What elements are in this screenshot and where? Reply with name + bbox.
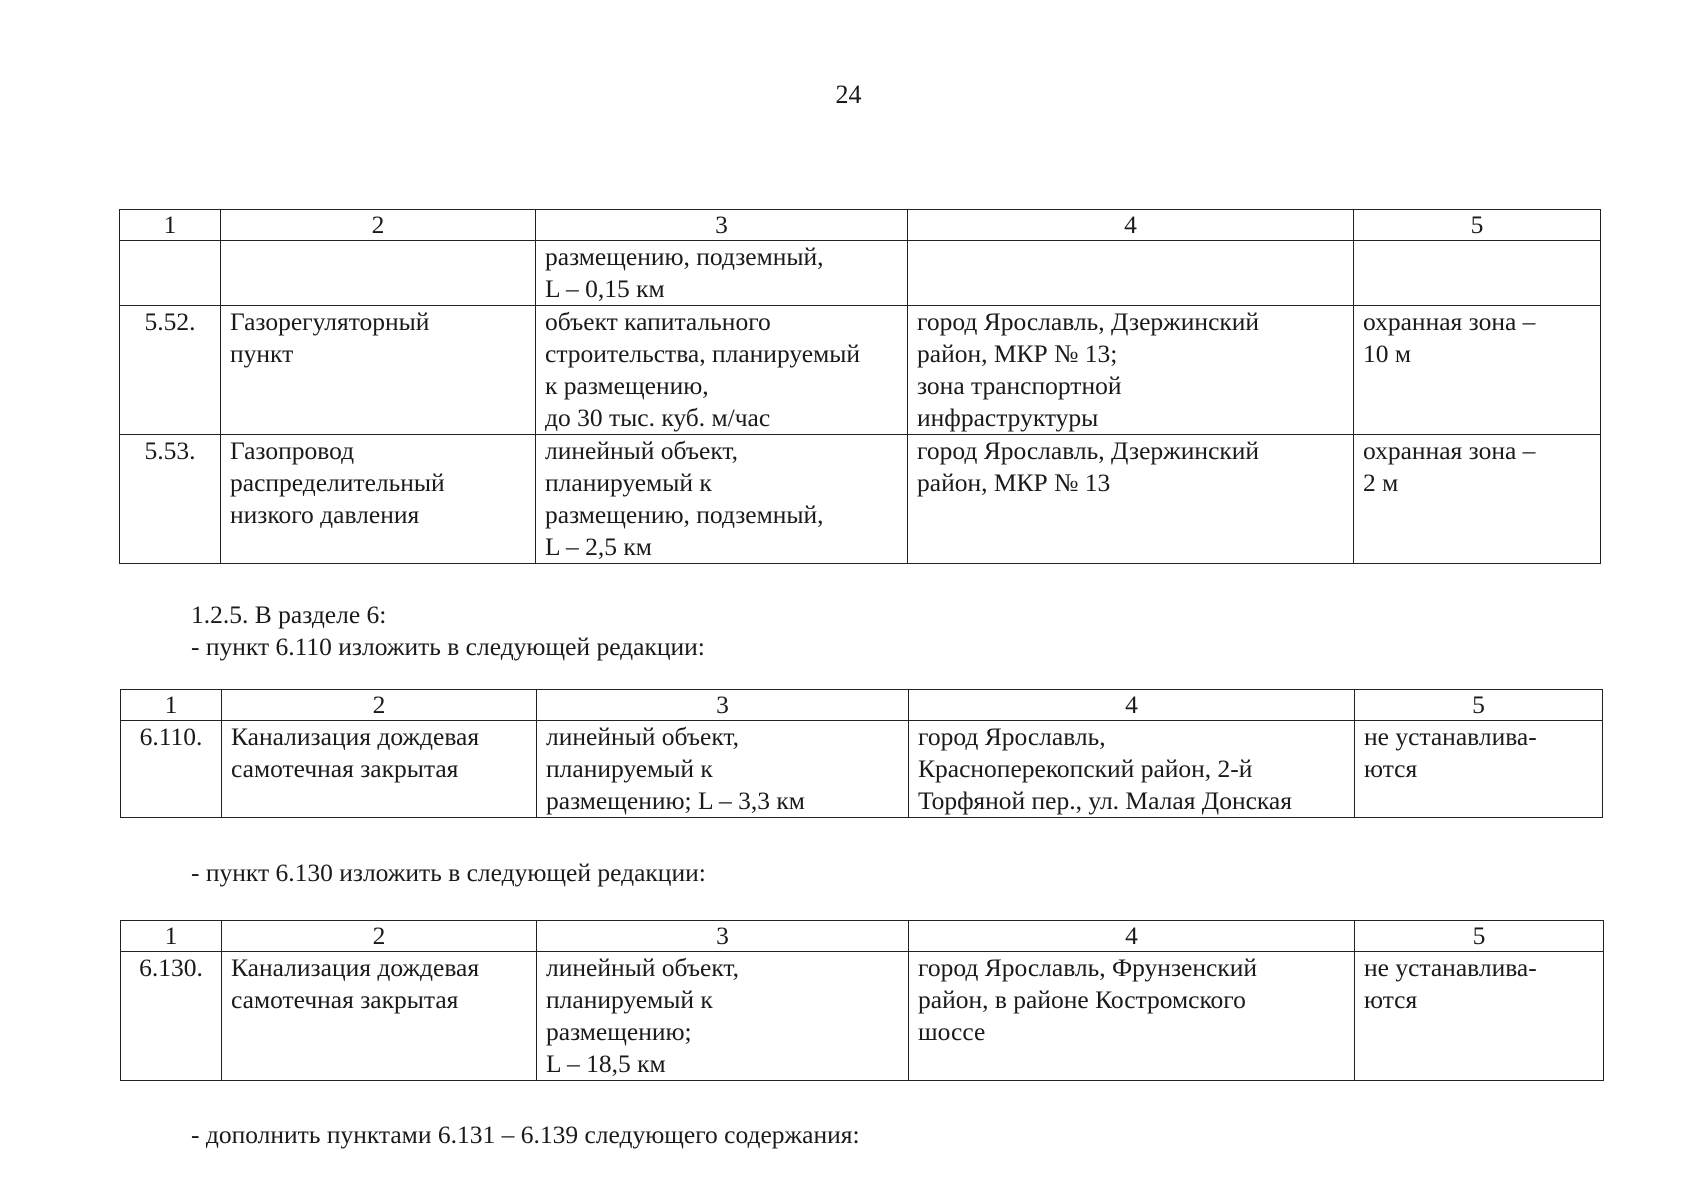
table-item-6-130 bbox=[120, 920, 1604, 1081]
table-row bbox=[120, 435, 1601, 564]
object-location: город Ярославль, Красноперекопский район, 2-й Торфяной пер., ул. Малая Донская bbox=[909, 721, 1355, 818]
object-location: город Ярославль, Фрунзенский район, в районе Костромского шоссе bbox=[909, 952, 1355, 1081]
object-name: Газорегуляторный пункт bbox=[221, 306, 536, 435]
object-description: линейный объект, планируемый к размещению; L – 3,3 км bbox=[537, 721, 909, 818]
row-number: 5.52. bbox=[120, 306, 221, 435]
column-header: 2 bbox=[222, 921, 537, 952]
object-location: город Ярославль, Дзержинский район, МКР № 13 bbox=[908, 435, 1354, 564]
object-location bbox=[908, 241, 1354, 306]
column-header: 5 bbox=[1354, 210, 1601, 241]
table-header-row bbox=[120, 210, 1601, 241]
column-header: 5 bbox=[1355, 921, 1604, 952]
object-name: Газопровод распределительный низкого давления bbox=[221, 435, 536, 564]
page-number: 24 bbox=[835, 80, 862, 109]
column-header: 4 bbox=[908, 210, 1354, 241]
zone-characteristic: охранная зона – 10 м bbox=[1354, 306, 1601, 435]
object-name bbox=[221, 241, 536, 306]
object-name: Канализация дождевая самотечная закрытая bbox=[222, 952, 537, 1081]
table-row bbox=[121, 952, 1604, 1081]
row-number bbox=[120, 241, 221, 306]
zone-characteristic: охранная зона – 2 м bbox=[1354, 435, 1601, 564]
column-header: 4 bbox=[909, 921, 1355, 952]
object-description: объект капитального строительства, планируемый к размещению, до 30 тыс. куб. м/час bbox=[536, 306, 908, 435]
table-row bbox=[120, 241, 1601, 306]
column-header: 5 bbox=[1355, 690, 1603, 721]
column-header: 1 bbox=[121, 921, 222, 952]
column-header: 3 bbox=[537, 690, 909, 721]
object-location: город Ярославль, Дзержинский район, МКР № 13; зона транспортной инфраструктуры bbox=[908, 306, 1354, 435]
instruction-text: - дополнить пунктами 6.131 – 6.139 следующего содержания: bbox=[191, 1120, 860, 1149]
object-description: линейный объект, планируемый к размещению, подземный, L – 2,5 км bbox=[536, 435, 908, 564]
table-row bbox=[120, 306, 1601, 435]
column-header: 2 bbox=[221, 210, 536, 241]
zone-characteristic: не устанавлива- ются bbox=[1355, 952, 1604, 1081]
table-item-6-110 bbox=[120, 689, 1603, 818]
zone-characteristic: не устанавлива- ются bbox=[1355, 721, 1603, 818]
instruction-text: - пункт 6.130 изложить в следующей редакции: bbox=[191, 858, 706, 887]
row-number: 6.110. bbox=[121, 721, 222, 818]
column-header: 1 bbox=[120, 210, 221, 241]
column-header: 2 bbox=[222, 690, 537, 721]
table-row bbox=[121, 721, 1603, 818]
object-description: линейный объект, планируемый к размещению; L – 18,5 км bbox=[537, 952, 909, 1081]
column-header: 3 bbox=[537, 921, 909, 952]
object-name: Канализация дождевая самотечная закрытая bbox=[222, 721, 537, 818]
instruction-text: - пункт 6.110 изложить в следующей редакции: bbox=[191, 632, 705, 661]
column-header: 4 bbox=[909, 690, 1355, 721]
zone-characteristic bbox=[1354, 241, 1601, 306]
column-header: 1 bbox=[121, 690, 222, 721]
section-heading: 1.2.5. В разделе 6: bbox=[191, 600, 387, 629]
table-header-row bbox=[121, 690, 1603, 721]
object-description: размещению, подземный, L – 0,15 км bbox=[536, 241, 908, 306]
row-number: 5.53. bbox=[120, 435, 221, 564]
table-section-5 bbox=[119, 209, 1601, 564]
column-header: 3 bbox=[536, 210, 908, 241]
row-number: 6.130. bbox=[121, 952, 222, 1081]
table-header-row bbox=[121, 921, 1604, 952]
